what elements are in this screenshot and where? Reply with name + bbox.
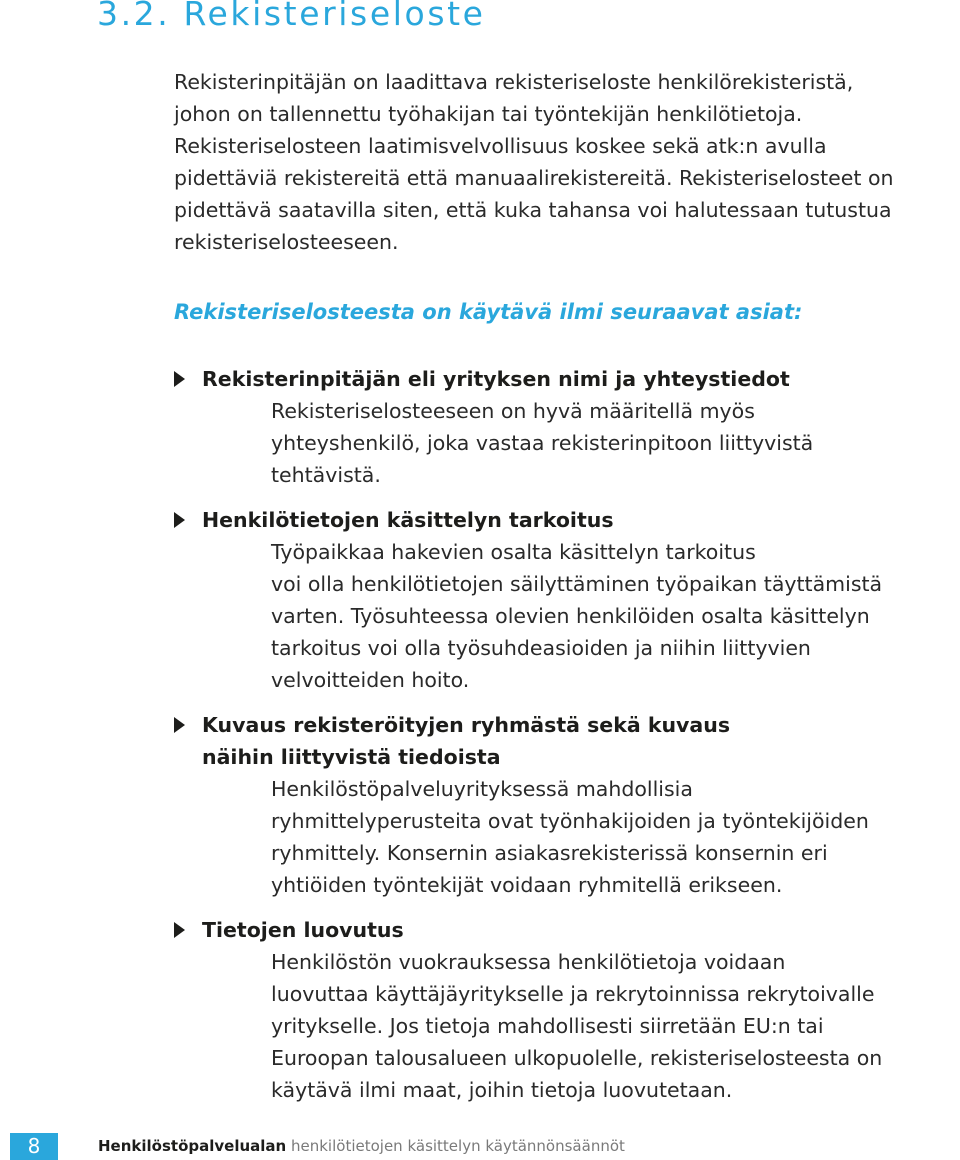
item-title: [202, 504, 954, 536]
item-body-line: luovuttaa käyttäjäyritykselle ja rekrytoinnissa rekrytoivalle: [271, 982, 875, 1006]
footer-subtitle: henkilötietojen käsittelyn käytännönsäännöt: [291, 1137, 625, 1155]
intro-paragraph: [174, 66, 954, 258]
triangle-bullet-icon: [174, 371, 185, 387]
item-body: [271, 395, 954, 491]
item-title-line: näihin liittyvistä tiedoista: [202, 745, 501, 769]
item-body-line: ryhmittely. Konsernin asiakasrekisterissä konsernin eri: [271, 841, 828, 865]
item-body-line: varten. Työsuhteessa olevien henkilöiden osalta käsittelyn: [271, 604, 870, 628]
list-item: [174, 504, 954, 696]
triangle-bullet-icon: [174, 512, 185, 528]
item-title-line: Henkilötietojen käsittelyn tarkoitus: [202, 508, 614, 532]
intro-line: pidettäviä rekistereitä että manuaalirekistereitä. Rekisteriselosteet on: [174, 166, 894, 190]
item-body-line: Rekisteriselosteeseen on hyvä määritellä myös: [271, 399, 755, 423]
list-item: [174, 363, 954, 491]
intro-line: Rekisterinpitäjän on laadittava rekisteriseloste henkilörekisteristä,: [174, 70, 854, 94]
item-body-line: yhtiöiden työntekijät voidaan ryhmitellä erikseen.: [271, 873, 783, 897]
item-body-line: yritykselle. Jos tietoja mahdollisesti siirretään EU:n tai: [271, 1014, 824, 1038]
item-body-line: käytävä ilmi maat, joihin tietoja luovutetaan.: [271, 1078, 733, 1102]
intro-line: pidettävä saatavilla siten, että kuka tahansa voi halutessaan tutustua: [174, 198, 892, 222]
item-body: [271, 946, 954, 1106]
item-body-line: ryhmittelyperusteita ovat työnhakijoiden ja työntekijöiden: [271, 809, 869, 833]
item-body-line: Euroopan talousalueen ulkopuolelle, rekisteriselosteesta on: [271, 1046, 883, 1070]
intro-line: rekisteriselosteeseen.: [174, 230, 399, 254]
section-heading: 3.2. Rekisteriseloste: [97, 0, 486, 33]
list-item: [174, 709, 954, 901]
intro-line: Rekisteriselosteen laatimisvelvollisuus koskee sekä atk:n avulla: [174, 134, 827, 158]
item-title: [202, 363, 954, 395]
item-title: [202, 914, 954, 946]
item-body-line: velvoitteiden hoito.: [271, 668, 470, 692]
page-number: 8: [10, 1133, 58, 1160]
item-title-line: Tietojen luovutus: [202, 918, 404, 942]
list-subheading: Rekisteriselosteesta on käytävä ilmi seuraavat asiat:: [174, 300, 803, 324]
intro-line: johon on tallennettu työhakijan tai työntekijän henkilötietoja.: [174, 102, 803, 126]
requirements-list: [174, 363, 954, 1106]
item-body-line: tehtävistä.: [271, 463, 381, 487]
footer-title: [98, 1133, 625, 1160]
item-body-line: voi olla henkilötietojen säilyttäminen työpaikan täyttämistä: [271, 572, 883, 596]
item-body: [271, 773, 954, 901]
footer-brand: Henkilöstöpalvelualan: [98, 1137, 287, 1155]
item-body-line: Työpaikkaa hakevien osalta käsittelyn tarkoitus: [271, 540, 756, 564]
main-content: [174, 66, 954, 1119]
item-body: [271, 536, 954, 696]
triangle-bullet-icon: [174, 717, 185, 733]
item-body-line: Henkilöstön vuokrauksessa henkilötietoja voidaan: [271, 950, 786, 974]
item-title-line: Rekisterinpitäjän eli yrityksen nimi ja yhteystiedot: [202, 367, 790, 391]
item-body-line: Henkilöstöpalveluyrityksessä mahdollisia: [271, 777, 693, 801]
item-body-line: tarkoitus voi olla työsuhdeasioiden ja niihin liittyvien: [271, 636, 811, 660]
item-title: [202, 709, 954, 773]
list-item: [174, 914, 954, 1106]
triangle-bullet-icon: [174, 922, 185, 938]
item-title-line: Kuvaus rekisteröityjen ryhmästä sekä kuvaus: [202, 713, 731, 737]
item-body-line: yhteyshenkilö, joka vastaa rekisterinpitoon liittyvistä: [271, 431, 814, 455]
page-footer: [0, 1133, 960, 1160]
